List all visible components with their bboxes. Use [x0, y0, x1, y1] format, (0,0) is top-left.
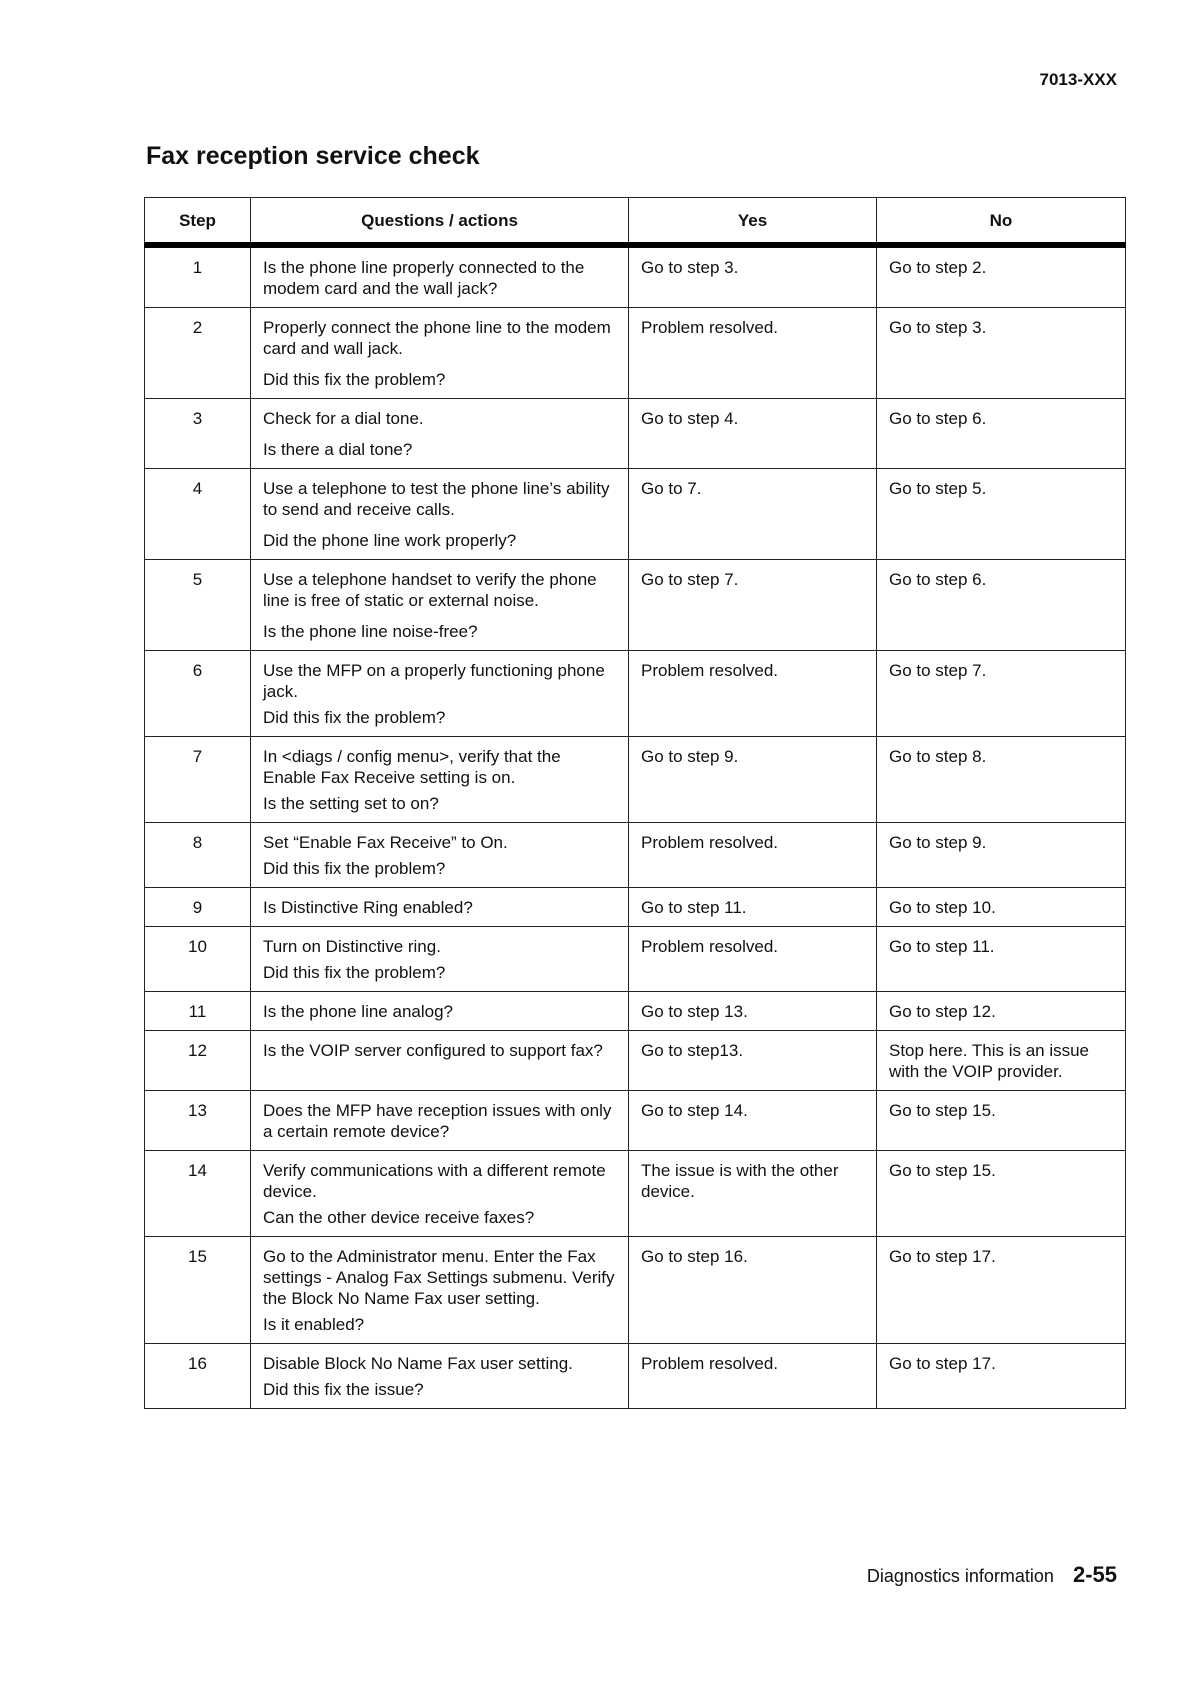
step-number: 9: [145, 888, 251, 927]
step-number: 14: [145, 1151, 251, 1237]
table-header-row: [145, 198, 1126, 246]
question-text: Is the phone line noise-free?: [263, 622, 478, 641]
step-number: 10: [145, 927, 251, 992]
no-outcome: Go to step 3.: [877, 308, 1126, 399]
question-action-cell: [251, 927, 629, 992]
column-header-yes: Yes: [629, 198, 877, 246]
no-outcome: Go to step 17.: [877, 1237, 1126, 1344]
step-number: 6: [145, 651, 251, 737]
page-footer: [867, 1562, 1117, 1588]
no-outcome: Go to step 10.: [877, 888, 1126, 927]
step-number: 1: [145, 245, 251, 308]
table-body: [145, 245, 1126, 1409]
no-outcome: Go to step 6.: [877, 560, 1126, 651]
table-row: [145, 1237, 1126, 1344]
action-text: Go to the Administrator menu. Enter the Fax settings - Analog Fax Settings submenu. Verify the Block No Name Fax user setting.: [263, 1247, 615, 1308]
step-number: 13: [145, 1091, 251, 1151]
column-header-questions: Questions / actions: [251, 198, 629, 246]
step-number: 7: [145, 737, 251, 823]
no-outcome: Go to step 5.: [877, 469, 1126, 560]
action-text: Use the MFP on a properly functioning phone jack.: [263, 661, 605, 701]
question-text: Did this fix the issue?: [263, 1380, 424, 1399]
action-text: Properly connect the phone line to the modem card and wall jack.: [263, 318, 611, 358]
yes-outcome: Problem resolved.: [629, 651, 877, 737]
table-row: [145, 1344, 1126, 1409]
question-text: Did this fix the problem?: [263, 708, 446, 727]
step-number: 5: [145, 560, 251, 651]
table-row: [145, 992, 1126, 1031]
no-outcome: Stop here. This is an issue with the VOIP provider.: [877, 1031, 1126, 1091]
no-outcome: Go to step 8.: [877, 737, 1126, 823]
table-row: [145, 1151, 1126, 1237]
column-header-no: No: [877, 198, 1126, 246]
table-row: [145, 1091, 1126, 1151]
action-text: In <diags / config menu>, verify that the Enable Fax Receive setting is on.: [263, 747, 561, 787]
question-action-cell: [251, 399, 629, 469]
question-action-cell: [251, 245, 629, 308]
yes-outcome: Go to step 14.: [629, 1091, 877, 1151]
question-action-cell: [251, 651, 629, 737]
action-text: Is the phone line analog?: [263, 1002, 453, 1021]
question-action-cell: [251, 992, 629, 1031]
page-number: 2-55: [1072, 1562, 1117, 1587]
question-text: Did this fix the problem?: [263, 963, 446, 982]
question-action-cell: [251, 1344, 629, 1409]
question-text: Did the phone line work properly?: [263, 531, 517, 550]
table-row: [145, 888, 1126, 927]
question-action-cell: [251, 823, 629, 888]
action-text: Check for a dial tone.: [263, 409, 424, 428]
action-text: Turn on Distinctive ring.: [263, 937, 441, 956]
column-header-step: Step: [145, 198, 251, 246]
table-row: [145, 399, 1126, 469]
step-number: 2: [145, 308, 251, 399]
question-action-cell: [251, 1237, 629, 1344]
question-action-cell: [251, 1091, 629, 1151]
question-text: Can the other device receive faxes?: [263, 1208, 535, 1227]
table-row: [145, 469, 1126, 560]
no-outcome: Go to step 15.: [877, 1151, 1126, 1237]
step-number: 16: [145, 1344, 251, 1409]
action-text: Does the MFP have reception issues with only a certain remote device?: [263, 1101, 612, 1141]
action-text: Use a telephone to test the phone line’s ability to send and receive calls.: [263, 479, 610, 519]
table-row: [145, 823, 1126, 888]
no-outcome: Go to step 11.: [877, 927, 1126, 992]
question-text: Is there a dial tone?: [263, 440, 413, 459]
yes-outcome: Go to step13.: [629, 1031, 877, 1091]
yes-outcome: Problem resolved.: [629, 1344, 877, 1409]
yes-outcome: Go to step 9.: [629, 737, 877, 823]
action-text: Set “Enable Fax Receive” to On.: [263, 833, 508, 852]
document-model-number: 7013-XXX: [1039, 70, 1117, 89]
action-text: Is Distinctive Ring enabled?: [263, 898, 473, 917]
no-outcome: Go to step 9.: [877, 823, 1126, 888]
question-action-cell: [251, 888, 629, 927]
no-outcome: Go to step 2.: [877, 245, 1126, 308]
step-number: 8: [145, 823, 251, 888]
question-action-cell: [251, 308, 629, 399]
yes-outcome: Go to step 3.: [629, 245, 877, 308]
yes-outcome: Go to step 11.: [629, 888, 877, 927]
action-text: Is the VOIP server configured to support fax?: [263, 1041, 603, 1060]
yes-outcome: Go to step 7.: [629, 560, 877, 651]
step-number: 15: [145, 1237, 251, 1344]
action-text: Disable Block No Name Fax user setting.: [263, 1354, 573, 1373]
question-text: Did this fix the problem?: [263, 370, 446, 389]
step-number: 12: [145, 1031, 251, 1091]
table-row: [145, 245, 1126, 308]
step-number: 3: [145, 399, 251, 469]
question-text: Is it enabled?: [263, 1315, 365, 1334]
table-row: [145, 737, 1126, 823]
step-number: 11: [145, 992, 251, 1031]
yes-outcome: Go to step 4.: [629, 399, 877, 469]
action-text: Verify communications with a different remote device.: [263, 1161, 606, 1201]
no-outcome: Go to step 15.: [877, 1091, 1126, 1151]
question-action-cell: [251, 1031, 629, 1091]
no-outcome: Go to step 17.: [877, 1344, 1126, 1409]
no-outcome: Go to step 6.: [877, 399, 1126, 469]
no-outcome: Go to step 7.: [877, 651, 1126, 737]
no-outcome: Go to step 12.: [877, 992, 1126, 1031]
question-text: Is the setting set to on?: [263, 794, 439, 813]
question-action-cell: [251, 469, 629, 560]
table-row: [145, 308, 1126, 399]
yes-outcome: Problem resolved.: [629, 308, 877, 399]
yes-outcome: Go to step 13.: [629, 992, 877, 1031]
table-row: [145, 560, 1126, 651]
table-row: [145, 651, 1126, 737]
yes-outcome: Problem resolved.: [629, 927, 877, 992]
question-action-cell: [251, 1151, 629, 1237]
yes-outcome: Go to step 16.: [629, 1237, 877, 1344]
action-text: Is the phone line properly connected to the modem card and the wall jack?: [263, 258, 585, 298]
yes-outcome: Problem resolved.: [629, 823, 877, 888]
footer-section-label: Diagnostics information: [866, 1566, 1054, 1586]
question-text: Did this fix the problem?: [263, 859, 446, 878]
table-row: [145, 1031, 1126, 1091]
action-text: Use a telephone handset to verify the phone line is free of static or external noise.: [263, 570, 597, 610]
yes-outcome: Go to 7.: [629, 469, 877, 560]
table-row: [145, 927, 1126, 992]
page-title: Fax reception service check: [146, 142, 480, 170]
service-check-table: [144, 197, 1126, 1409]
question-action-cell: [251, 737, 629, 823]
step-number: 4: [145, 469, 251, 560]
yes-outcome: The issue is with the other device.: [629, 1151, 877, 1237]
question-action-cell: [251, 560, 629, 651]
